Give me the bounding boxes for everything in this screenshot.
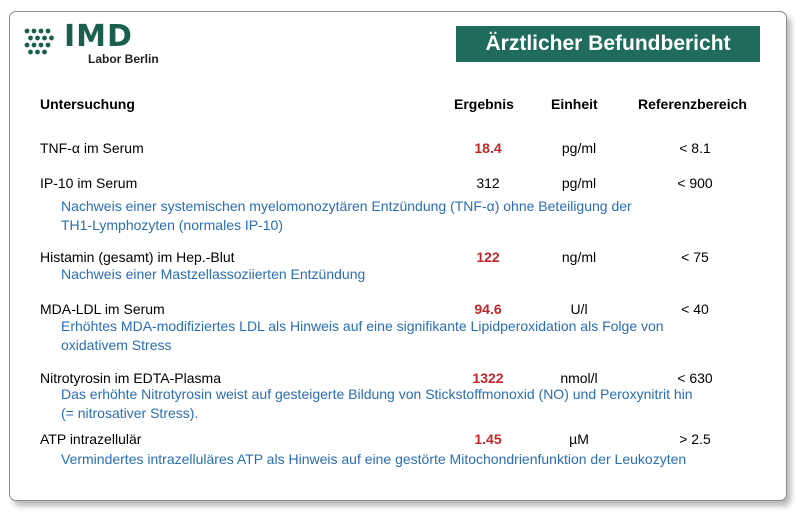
logo-dots-icon <box>24 27 60 55</box>
row-note-ip10 <box>61 197 761 235</box>
row-reference-mda-ldl: < 40 <box>681 301 709 317</box>
row-reference-tnf: < 8.1 <box>679 140 711 156</box>
row-unit-ip10: pg/ml <box>561 175 597 191</box>
row-result-ip10: 312 <box>476 175 500 191</box>
row-unit-atp: µM <box>569 431 589 447</box>
row-result-mda-ldl: 94.6 <box>474 301 502 317</box>
row-test-tnf: TNF-α im Serum <box>40 140 144 156</box>
note-line: TH1-Lymphozyten (normales IP-10) <box>61 217 284 233</box>
row-reference-histamin: < 75 <box>681 249 709 265</box>
header-result: Ergebnis <box>454 96 514 112</box>
header-unit: Einheit <box>551 96 598 112</box>
row-reference-atp: > 2.5 <box>679 431 711 447</box>
row-unit-nitrotyrosin: nmol/l <box>560 370 598 386</box>
row-result-atp: 1.45 <box>474 431 502 447</box>
note-line: oxidativem Stress <box>61 337 172 353</box>
row-reference-nitrotyrosin: < 630 <box>677 370 713 386</box>
row-test-histamin: Histamin (gesamt) im Hep.-Blut <box>40 249 235 265</box>
row-note-mda-ldl <box>61 317 761 355</box>
brand-name: IMD <box>64 19 133 54</box>
row-reference-ip10: < 900 <box>677 175 713 191</box>
row-note-nitrotyrosin <box>61 385 761 423</box>
row-result-tnf: 18.4 <box>474 140 502 156</box>
row-test-mda-ldl: MDA-LDL im Serum <box>40 301 165 317</box>
row-note-histamin <box>61 265 761 284</box>
note-line: Vermindertes intrazelluläres ATP als Hinweis auf eine gestörte Mitochondrienfunktion der Leukozyten <box>61 451 687 467</box>
row-unit-histamin: ng/ml <box>561 249 597 265</box>
row-unit-mda-ldl: U/l <box>570 301 588 317</box>
header-test: Untersuchung <box>40 96 135 112</box>
note-line: (= nitrosativer Stress). <box>61 405 199 421</box>
report-title: Ärztlicher Befundbericht <box>456 26 760 62</box>
row-test-atp: ATP intrazellulär <box>40 431 142 447</box>
note-line: Das erhöhte Nitrotyrosin weist auf gesteigerte Bildung von Stickstoffmonoxid (NO) und Peroxynitrit hin <box>61 386 693 402</box>
row-note-atp <box>61 450 761 469</box>
row-test-ip10: IP-10 im Serum <box>40 175 138 191</box>
note-line: Erhöhtes MDA-modifiziertes LDL als Hinweis auf eine signifikante Lipidperoxidation als Folge von <box>61 318 664 334</box>
row-unit-tnf: pg/ml <box>561 140 597 156</box>
row-result-histamin: 122 <box>476 249 500 265</box>
header-reference: Referenzbereich <box>638 96 747 112</box>
note-line: Nachweis einer Mastzellassoziierten Entzündung <box>61 266 366 282</box>
note-line: Nachweis einer systemischen myelomonozytären Entzündung (TNF-α) ohne Beteiligung der <box>61 198 632 214</box>
brand-subtitle: Labor Berlin <box>88 52 159 66</box>
row-test-nitrotyrosin: Nitrotyrosin im EDTA-Plasma <box>40 370 221 386</box>
row-result-nitrotyrosin: 1322 <box>472 370 504 386</box>
